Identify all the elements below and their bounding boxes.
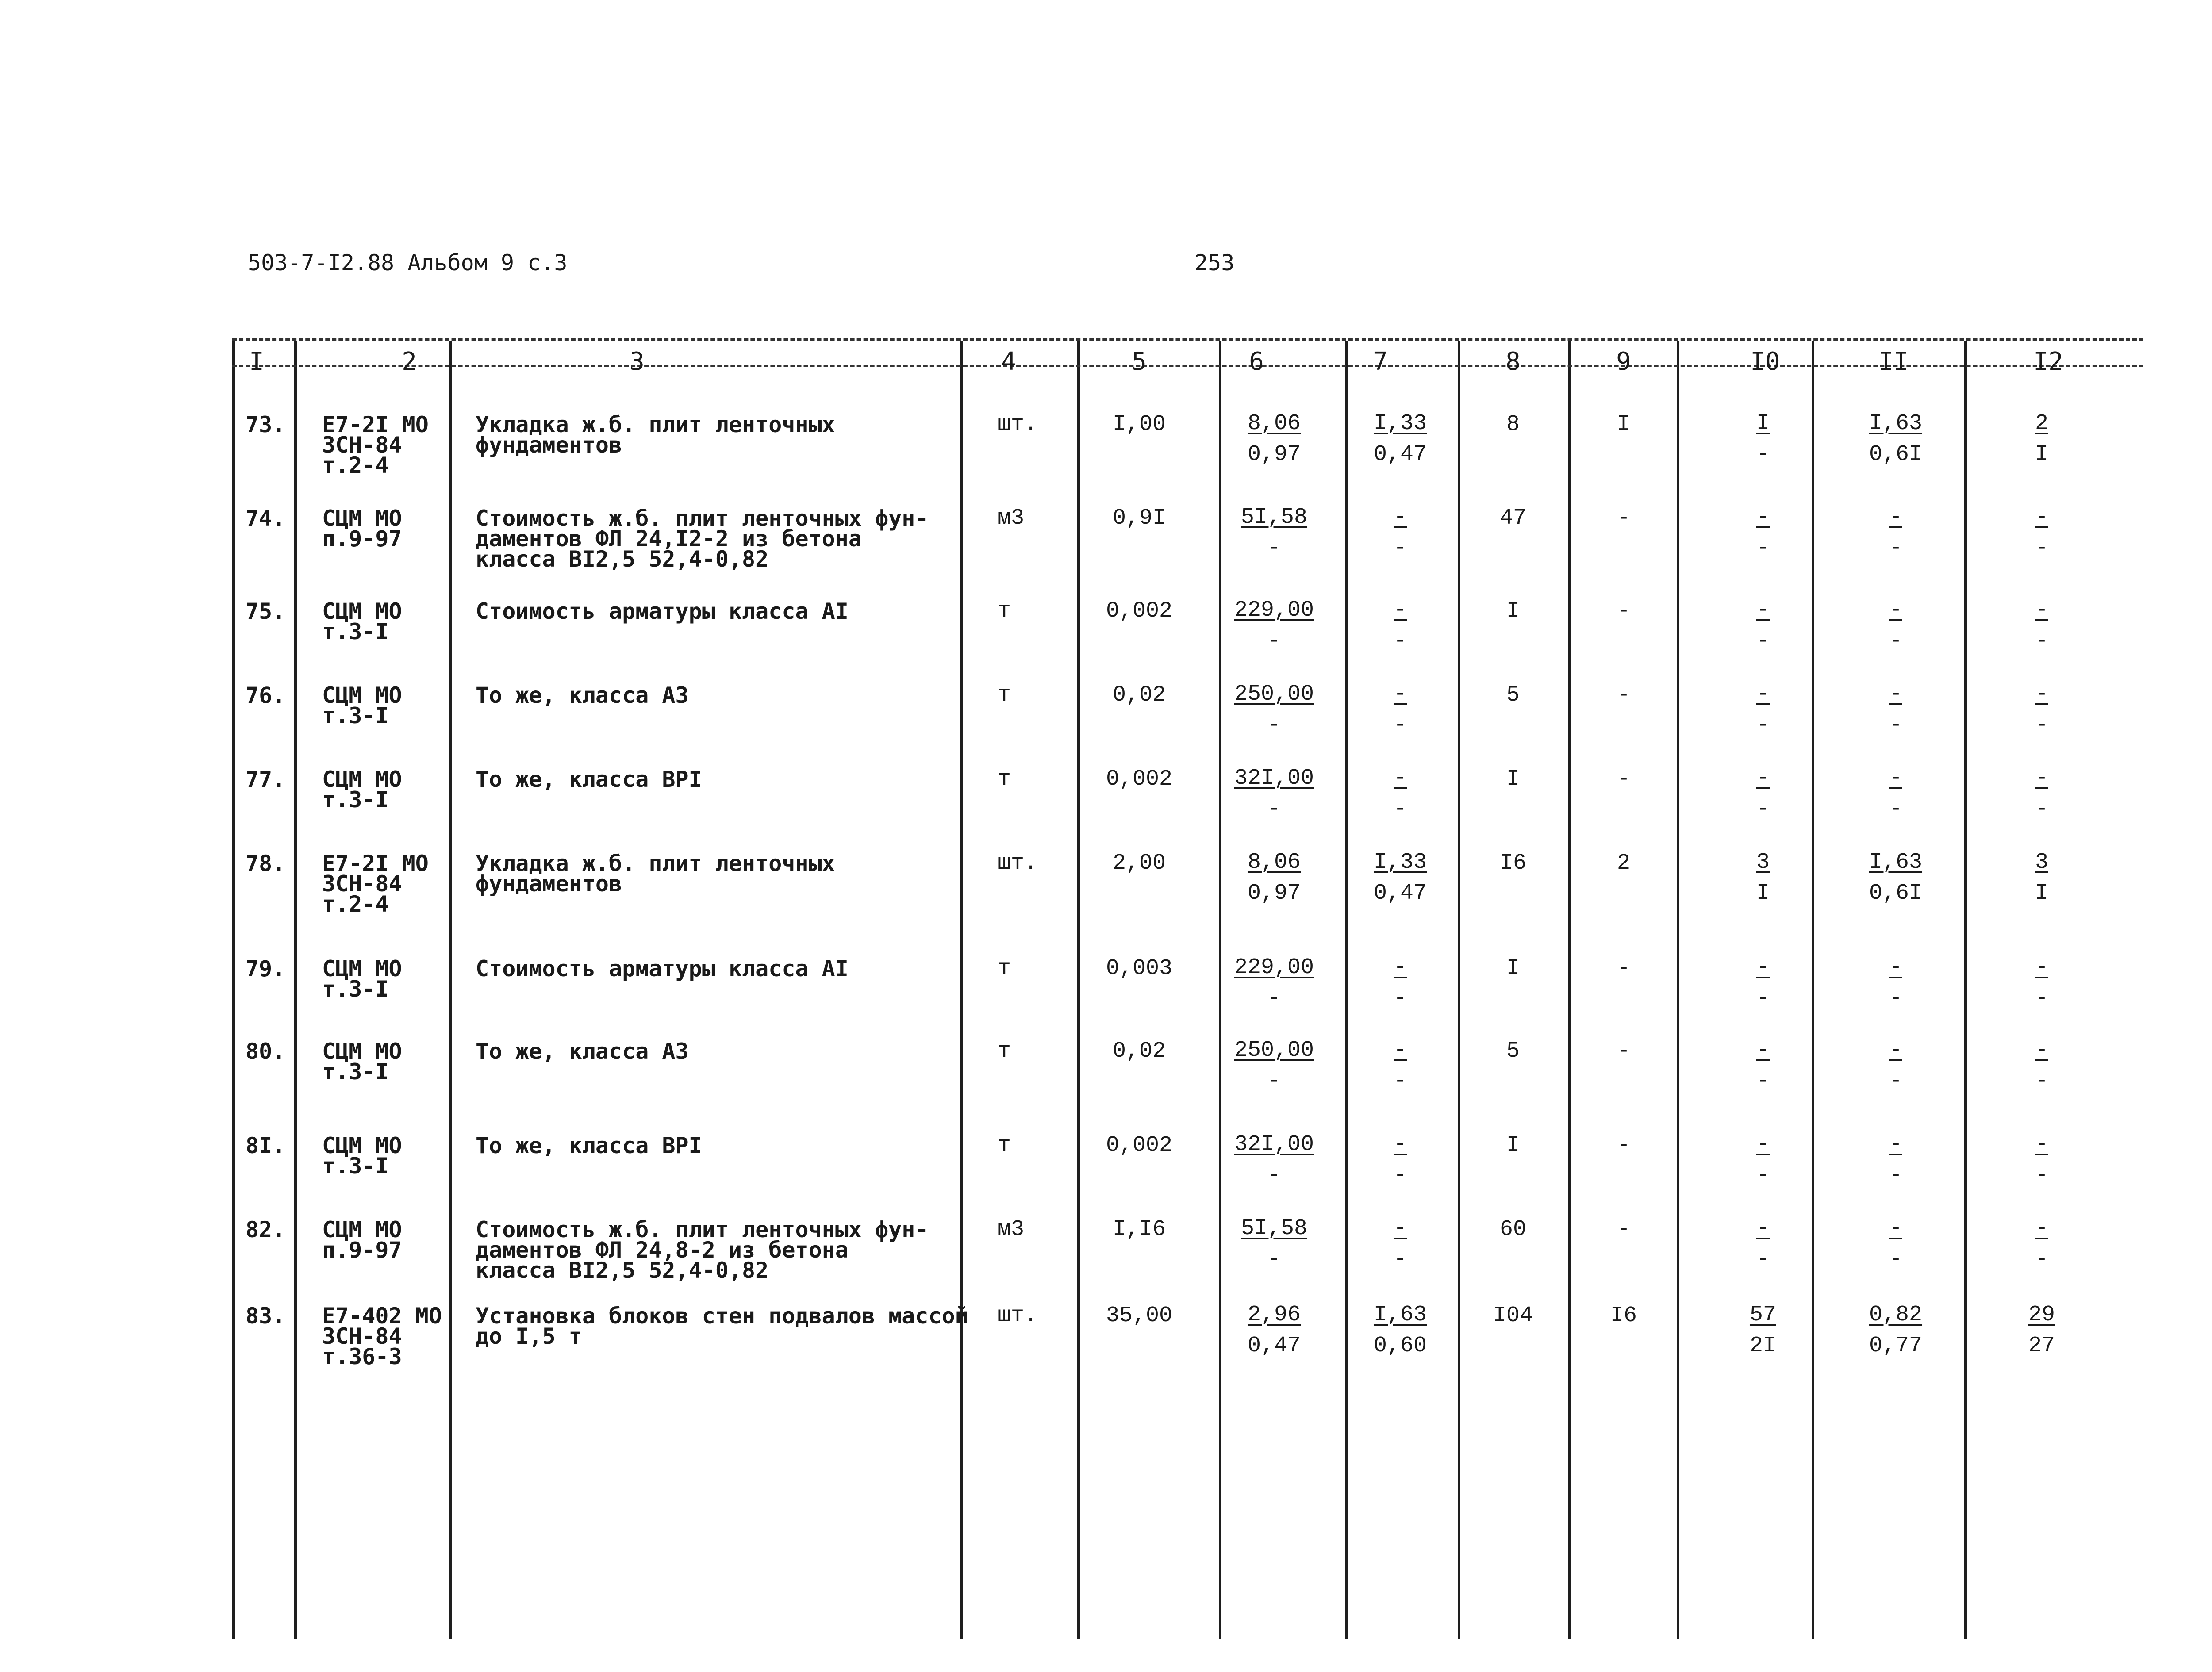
unit: т [998,1133,1011,1158]
column-divider [1812,341,1814,1639]
col6-value-denominator: - [1267,1069,1281,1094]
norm-code: т.36-3 [322,1344,402,1369]
unit: т [998,767,1011,792]
col6-value [1230,1216,1318,1272]
col7-value [1356,1216,1444,1272]
col9-value: - [1617,683,1630,708]
col10-value-denominator: - [1756,629,1770,654]
norm-code: т.2-4 [322,891,389,917]
column-number: 3 [630,347,645,376]
col10-value [1719,598,1807,654]
norm-code: СЦМ МО [322,767,402,792]
work-description: Стоимость ж.б. плит ленточных фун- [476,1217,929,1242]
header-dashed-line [232,365,2143,367]
work-description: даментов ФЛ 24,I2-2 из бетона [476,526,862,552]
norm-code: п.9-97 [322,1237,402,1263]
col6-value [1230,955,1318,1011]
col8-value: I6 [1499,851,1526,876]
col6-value-numerator: 250,00 [1234,682,1314,707]
col12-value-denominator: 27 [2028,1333,2055,1358]
column-number: 8 [1505,347,1521,376]
col12-value-denominator: - [2035,1247,2048,1272]
col7-value [1356,1132,1444,1188]
col10-value-denominator: - [1756,797,1770,822]
col11-value-numerator: I,63 [1869,411,1923,436]
col11-value [1851,850,1940,906]
col12-value-denominator: - [2035,986,2048,1011]
col11-value [1851,1038,1940,1094]
col6-value-numerator: 32I,00 [1234,1132,1314,1157]
col7-value-numerator: - [1393,682,1407,707]
col12-value [1997,1216,2086,1272]
norm-code: СЦМ МО [322,1217,402,1242]
column-number: I2 [2033,347,2063,376]
row-number: 79. [246,956,286,982]
col7-value-denominator: - [1393,713,1407,738]
col10-value-denominator: - [1756,1247,1770,1272]
col6-value-denominator: 0,97 [1247,881,1301,906]
quantity: 0,02 [1112,1039,1166,1064]
col11-value [1851,411,1940,467]
quantity: 0,002 [1106,1133,1173,1158]
column-divider [449,341,452,1639]
column-divider [960,341,963,1639]
row-number: 73. [246,412,286,437]
column-divider [1458,341,1460,1639]
col6-value [1230,411,1318,467]
col8-value: I [1506,767,1520,792]
col10-value-denominator: - [1756,986,1770,1011]
row-number: 8I. [246,1133,286,1158]
col10-value-numerator: - [1756,598,1770,623]
col10-value-denominator: - [1756,1163,1770,1188]
col7-value-numerator: - [1393,955,1407,980]
col11-value-numerator: - [1889,598,1902,623]
col11-value-denominator: - [1889,797,1902,822]
col12-value [1997,955,2086,1011]
col12-value-numerator: - [2035,1132,2048,1157]
col12-value-numerator: - [2035,598,2048,623]
quantity: I,00 [1112,412,1166,437]
col10-value-denominator: - [1756,442,1770,467]
col8-value: I [1506,956,1520,981]
col12-value-numerator: 3 [2035,850,2048,875]
row-number: 80. [246,1039,286,1064]
unit: т [998,683,1011,708]
row-number: 83. [246,1303,286,1329]
unit: шт. [998,851,1038,876]
col12-value-denominator: - [2035,797,2048,822]
col6-value [1230,682,1318,738]
col7-value [1356,1303,1444,1358]
col6-value [1230,505,1318,561]
work-description: То же, класса ВРI [476,1133,702,1158]
col11-value-denominator: - [1889,986,1902,1011]
col10-value [1719,1216,1807,1272]
col7-value [1356,1038,1444,1094]
col8-value: 5 [1506,1039,1520,1064]
row-number: 76. [246,683,286,708]
quantity: I,I6 [1112,1217,1166,1242]
col10-value [1719,1303,1807,1358]
col11-value-numerator: - [1889,1132,1902,1157]
norm-code: СЦМ МО [322,956,402,982]
norm-code: т.3-I [322,787,389,813]
col10-value [1719,766,1807,822]
col10-value-denominator: - [1756,713,1770,738]
col12-value-numerator: - [2035,682,2048,707]
col12-value [1997,1132,2086,1188]
col7-value-denominator: - [1393,797,1407,822]
norm-code: т.3-I [322,976,389,1002]
column-number: I [249,347,264,376]
work-description: Стоимость ж.б. плит ленточных фун- [476,506,929,531]
col11-value [1851,505,1940,561]
col12-value [1997,411,2086,467]
col7-value-denominator: - [1393,629,1407,654]
col11-value [1851,1132,1940,1188]
row-number: 74. [246,506,286,531]
row-number: 75. [246,598,286,624]
unit: т [998,598,1011,624]
col6-value-numerator: 2,96 [1247,1302,1301,1327]
col6-value [1230,1038,1318,1094]
col7-value-denominator: - [1393,1247,1407,1272]
column-number: 4 [1001,347,1016,376]
col12-value [1997,1303,2086,1358]
col7-value-denominator: 0,47 [1373,881,1427,906]
col11-value [1851,598,1940,654]
col7-value-denominator: 0,47 [1373,442,1427,467]
col11-value [1851,1216,1940,1272]
quantity: 0,003 [1106,956,1173,981]
col6-value-numerator: 5I,58 [1240,1216,1308,1241]
col7-value-numerator: - [1393,598,1407,623]
unit: шт. [998,412,1038,437]
work-description: Стоимость арматуры класса АI [476,598,849,624]
col8-value: I04 [1493,1303,1533,1328]
col7-value [1356,682,1444,738]
unit: т [998,1039,1011,1064]
col7-value [1356,505,1444,561]
col8-value: I [1506,1133,1520,1158]
quantity: 0,9I [1112,506,1166,531]
norm-code: ЗСН-84 [322,432,402,458]
col7-value-denominator: - [1393,986,1407,1011]
col11-value-denominator: - [1889,536,1902,561]
work-description: Укладка ж.б. плит ленточных [476,412,835,437]
col11-value-denominator: - [1889,713,1902,738]
col7-value [1356,850,1444,906]
work-description: То же, класса А3 [476,683,689,708]
col11-value [1851,766,1940,822]
col8-value: 8 [1506,412,1520,437]
column-number: II [1878,347,1909,376]
col7-value [1356,766,1444,822]
column-divider [1677,341,1679,1639]
norm-code: Е7-2I МО [322,851,429,876]
column-divider [232,341,235,1639]
col7-value-numerator: I,33 [1373,850,1427,875]
col10-value-numerator: 3 [1756,850,1770,875]
col11-value-denominator: - [1889,1069,1902,1094]
col7-value-denominator: 0,60 [1373,1333,1427,1358]
col12-value [1997,766,2086,822]
work-description: Установка блоков стен подвалов массой [476,1303,968,1329]
norm-code: СЦМ МО [322,1133,402,1158]
col11-value-numerator: - [1889,955,1902,980]
work-description: класса BI2,5 52,4-0,82 [476,546,769,572]
col12-value [1997,505,2086,561]
col11-value-numerator: 0,82 [1869,1302,1923,1327]
col10-value [1719,682,1807,738]
col12-value-numerator: - [2035,955,2048,980]
col11-value-numerator: - [1889,505,1902,530]
col6-value-denominator: - [1267,986,1281,1011]
column-divider [1345,341,1348,1639]
column-divider [1219,341,1221,1639]
col6-value-numerator: 5I,58 [1240,505,1308,530]
col8-value: 47 [1499,506,1526,531]
col6-value-numerator: 229,00 [1234,598,1314,623]
col8-value: 5 [1506,683,1520,708]
work-description: фундаментов [476,432,622,458]
col8-value: 60 [1499,1217,1526,1242]
row-number: 82. [246,1217,286,1242]
norm-code: СЦМ МО [322,1039,402,1064]
col11-value-denominator: - [1889,1163,1902,1188]
col10-value [1719,955,1807,1011]
col12-value-numerator: - [2035,766,2048,791]
col9-value: - [1617,1133,1630,1158]
col6-value-numerator: 229,00 [1234,955,1314,980]
col6-value-numerator: 8,06 [1247,850,1301,875]
col12-value-denominator: - [2035,629,2048,654]
row-number: 78. [246,851,286,876]
col11-value-denominator: - [1889,1247,1902,1272]
col10-value-denominator: - [1756,536,1770,561]
col7-value-numerator: I,33 [1373,411,1427,436]
col12-value-numerator: - [2035,1038,2048,1063]
work-description: фундаментов [476,871,622,897]
col9-value: - [1617,956,1630,981]
col7-value-numerator: - [1393,766,1407,791]
col9-value: - [1617,1039,1630,1064]
column-number: 9 [1616,347,1631,376]
col9-value: - [1617,506,1630,531]
norm-code: ЗСН-84 [322,871,402,897]
col6-value-denominator: - [1267,629,1281,654]
col7-value-denominator: - [1393,1163,1407,1188]
col6-value-denominator: - [1267,536,1281,561]
col9-value: - [1617,598,1630,624]
col6-value [1230,598,1318,654]
col10-value-numerator: - [1756,1216,1770,1241]
quantity: 0,02 [1112,683,1166,708]
col7-value [1356,955,1444,1011]
norm-code: т.3-I [322,1059,389,1085]
norm-code: т.3-I [322,703,389,729]
col10-value [1719,850,1807,906]
column-number: I0 [1750,347,1780,376]
col10-value-denominator: - [1756,1069,1770,1094]
column-number: 2 [402,347,417,376]
col12-value-numerator: 29 [2028,1302,2055,1327]
col10-value [1719,1132,1807,1188]
quantity: 35,00 [1106,1303,1173,1328]
col6-value-denominator: 0,97 [1247,442,1301,467]
col10-value [1719,411,1807,467]
col9-value: 2 [1617,851,1630,876]
header-dashed-line [232,338,2143,341]
col6-value-denominator: 0,47 [1247,1333,1301,1358]
quantity: 2,00 [1112,851,1166,876]
col11-value-denominator: 0,6I [1869,442,1923,467]
col12-value [1997,682,2086,738]
col12-value-numerator: - [2035,1216,2048,1241]
col10-value-numerator: - [1756,505,1770,530]
col7-value-numerator: I,63 [1373,1302,1427,1327]
norm-code: п.9-97 [322,526,402,552]
col6-value [1230,1303,1318,1358]
norm-code: Е7-2I МО [322,412,429,437]
column-divider [1077,341,1080,1639]
col6-value-numerator: 32I,00 [1234,766,1314,791]
col10-value-numerator: - [1756,1132,1770,1157]
col8-value: I [1506,598,1520,624]
work-description: То же, класса А3 [476,1039,689,1064]
column-divider [1964,341,1967,1639]
col11-value-numerator: - [1889,1216,1902,1241]
col10-value-denominator: I [1756,881,1770,906]
col9-value: - [1617,1217,1630,1242]
col10-value-numerator: 57 [1749,1302,1776,1327]
page-number: 253 [1194,250,1235,276]
col6-value-numerator: 8,06 [1247,411,1301,436]
col10-value [1719,505,1807,561]
col7-value [1356,411,1444,467]
norm-code: СЦМ МО [322,598,402,624]
row-number: 77. [246,767,286,792]
col12-value [1997,850,2086,906]
col6-value-denominator: - [1267,713,1281,738]
col11-value-denominator: - [1889,629,1902,654]
col7-value-numerator: - [1393,1216,1407,1241]
col9-value: I [1617,412,1630,437]
document-code: 503-7-I2.88 Альбом 9 с.3 [248,250,568,276]
col6-value [1230,1132,1318,1188]
quantity: 0,002 [1106,767,1173,792]
col12-value-denominator: - [2035,536,2048,561]
col11-value-numerator: I,63 [1869,850,1923,875]
col10-value-numerator: - [1756,1038,1770,1063]
column-number: 7 [1373,347,1388,376]
col7-value-numerator: - [1393,1132,1407,1157]
col6-value-denominator: - [1267,1163,1281,1188]
col10-value-numerator: - [1756,955,1770,980]
unit: т [998,956,1011,981]
col12-value-numerator: 2 [2035,411,2048,436]
work-description: Стоимость арматуры класса АI [476,956,849,982]
col7-value-numerator: - [1393,505,1407,530]
col12-value-denominator: - [2035,713,2048,738]
col11-value-numerator: - [1889,682,1902,707]
work-description: до I,5 т [476,1323,582,1349]
work-description: Укладка ж.б. плит ленточных [476,851,835,876]
col11-value-denominator: 0,6I [1869,881,1923,906]
col6-value [1230,850,1318,906]
col12-value-numerator: - [2035,505,2048,530]
col9-value: I6 [1610,1303,1637,1328]
norm-code: ЗСН-84 [322,1323,402,1349]
col11-value-numerator: - [1889,1038,1902,1063]
col10-value-numerator: I [1756,411,1770,436]
col12-value-denominator: - [2035,1163,2048,1188]
norm-code: СЦМ МО [322,506,402,531]
col6-value-numerator: 250,00 [1234,1038,1314,1063]
col12-value [1997,1038,2086,1094]
col11-value [1851,1303,1940,1358]
col11-value-denominator: 0,77 [1869,1333,1923,1358]
col10-value-denominator: 2I [1749,1333,1776,1358]
col11-value [1851,682,1940,738]
col6-value-denominator: - [1267,1247,1281,1272]
work-description: даментов ФЛ 24,8-2 из бетона [476,1237,849,1263]
norm-code: т.2-4 [322,453,389,478]
col12-value-denominator: I [2035,442,2048,467]
col10-value-numerator: - [1756,766,1770,791]
col6-value-denominator: - [1267,797,1281,822]
column-divider [1568,341,1571,1639]
unit: м3 [998,506,1025,531]
norm-code: т.3-I [322,1153,389,1179]
column-divider [294,341,297,1639]
col6-value [1230,766,1318,822]
unit: м3 [998,1217,1025,1242]
col9-value: - [1617,767,1630,792]
norm-code: СЦМ МО [322,683,402,708]
col10-value [1719,1038,1807,1094]
col12-value-denominator: - [2035,1069,2048,1094]
col10-value-numerator: - [1756,682,1770,707]
norm-code: Е7-402 МО [322,1303,442,1329]
unit: шт. [998,1303,1038,1328]
work-description: То же, класса ВРI [476,767,702,792]
norm-code: т.3-I [322,619,389,644]
col7-value-denominator: - [1393,536,1407,561]
column-number: 6 [1249,347,1264,376]
column-number: 5 [1132,347,1147,376]
col11-value-numerator: - [1889,766,1902,791]
work-description: класса BI2,5 52,4-0,82 [476,1258,769,1283]
col7-value-denominator: - [1393,1069,1407,1094]
col12-value-denominator: I [2035,881,2048,906]
col7-value-numerator: - [1393,1038,1407,1063]
col12-value [1997,598,2086,654]
quantity: 0,002 [1106,598,1173,624]
col7-value [1356,598,1444,654]
col11-value [1851,955,1940,1011]
